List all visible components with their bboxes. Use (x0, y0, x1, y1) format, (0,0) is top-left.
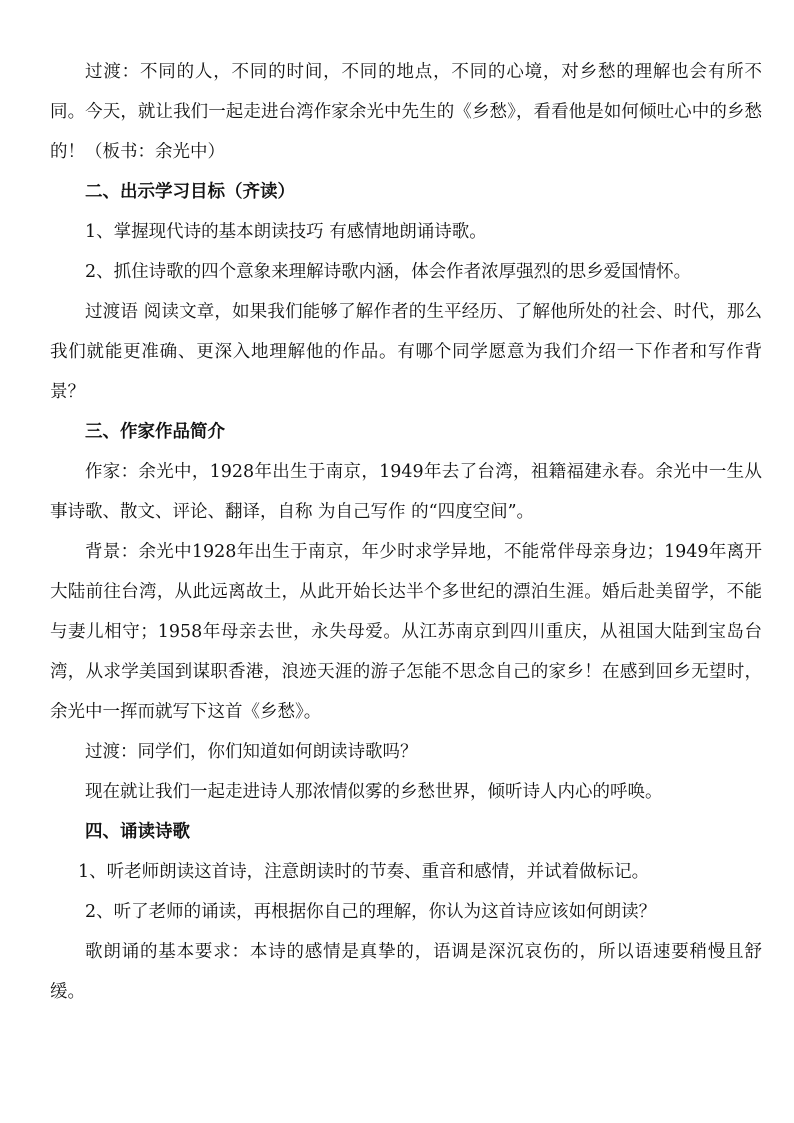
intro-reading-paragraph: 现在就让我们一起走进诗人那浓情似雾的乡愁世界，倾听诗人内心的呼唤。 (85, 782, 663, 802)
recitation-item-1: 1、听老师朗读这首诗，注意朗读时的节奏、重音和感情，并试着做标记。 (78, 862, 650, 882)
section-heading-author-intro: 三、作家作品简介 (85, 422, 225, 442)
transition-paragraph-3: 过渡：同学们，你们知道如何朗读诗歌吗？ (85, 742, 418, 762)
background-paragraph: 背景：余光中1928年出生于南京，年少时求学异地，不能常伴母亲身边；1949年离开大陆前往台湾，从此远离故土，从此开始长达半个多世纪的漂泊生涯。婚后赴美留学，不能与妻儿相守；1958年母亲去世，永失母爱。从江苏南京到四川重庆，从祖国大陆到宝岛台湾，从求学美国到谋职香港，浪迹天涯的游子怎能不思念自己的家乡！在感到回乡无望时，余光中一挥而就写下这首《乡愁》。 (50, 542, 762, 722)
goal-item-2: 2、抓住诗歌的四个意象来理解诗歌内涵，体会作者浓厚强烈的思乡爱国情怀。 (85, 262, 692, 282)
transition-paragraph-1: 过渡：不同的人，不同的时间，不同的地点，不同的心境，对乡愁的理解也会有所不同。今天，就让我们一起走进台湾作家余光中先生的《乡愁》，看看他是如何倾吐心中的乡愁的！（板书：余光中） (50, 62, 762, 162)
goal-item-1: 1、掌握现代诗的基本朗读技巧 有感情地朗诵诗歌。 (85, 222, 487, 242)
section-heading-recitation: 四、诵读诗歌 (85, 822, 190, 842)
recitation-requirements-paragraph: 歌朗诵的基本要求：本诗的感情是真挚的，语调是深沉哀伤的，所以语速要稍慢且舒缓。 (50, 942, 762, 1002)
recitation-item-2: 2、听了老师的诵读，再根据你自己的理解，你认为这首诗应该如何朗读？ (85, 902, 657, 922)
section-heading-learning-goals: 二、出示学习目标（齐读） (85, 182, 295, 202)
author-paragraph: 作家：余光中，1928年出生于南京，1949年去了台湾，祖籍福建永春。余光中一生从事诗歌、散文、评论、翻译，自称 为自己写作 的“四度空间”。 (50, 462, 762, 522)
transition-paragraph-2: 过渡语 阅读文章，如果我们能够了解作者的生平经历、了解他所处的社会、时代，那么我们就能更准确、更深入地理解他的作品。有哪个同学愿意为我们介绍一下作者和写作背景？ (50, 302, 762, 402)
document-page (50, 52, 762, 1012)
